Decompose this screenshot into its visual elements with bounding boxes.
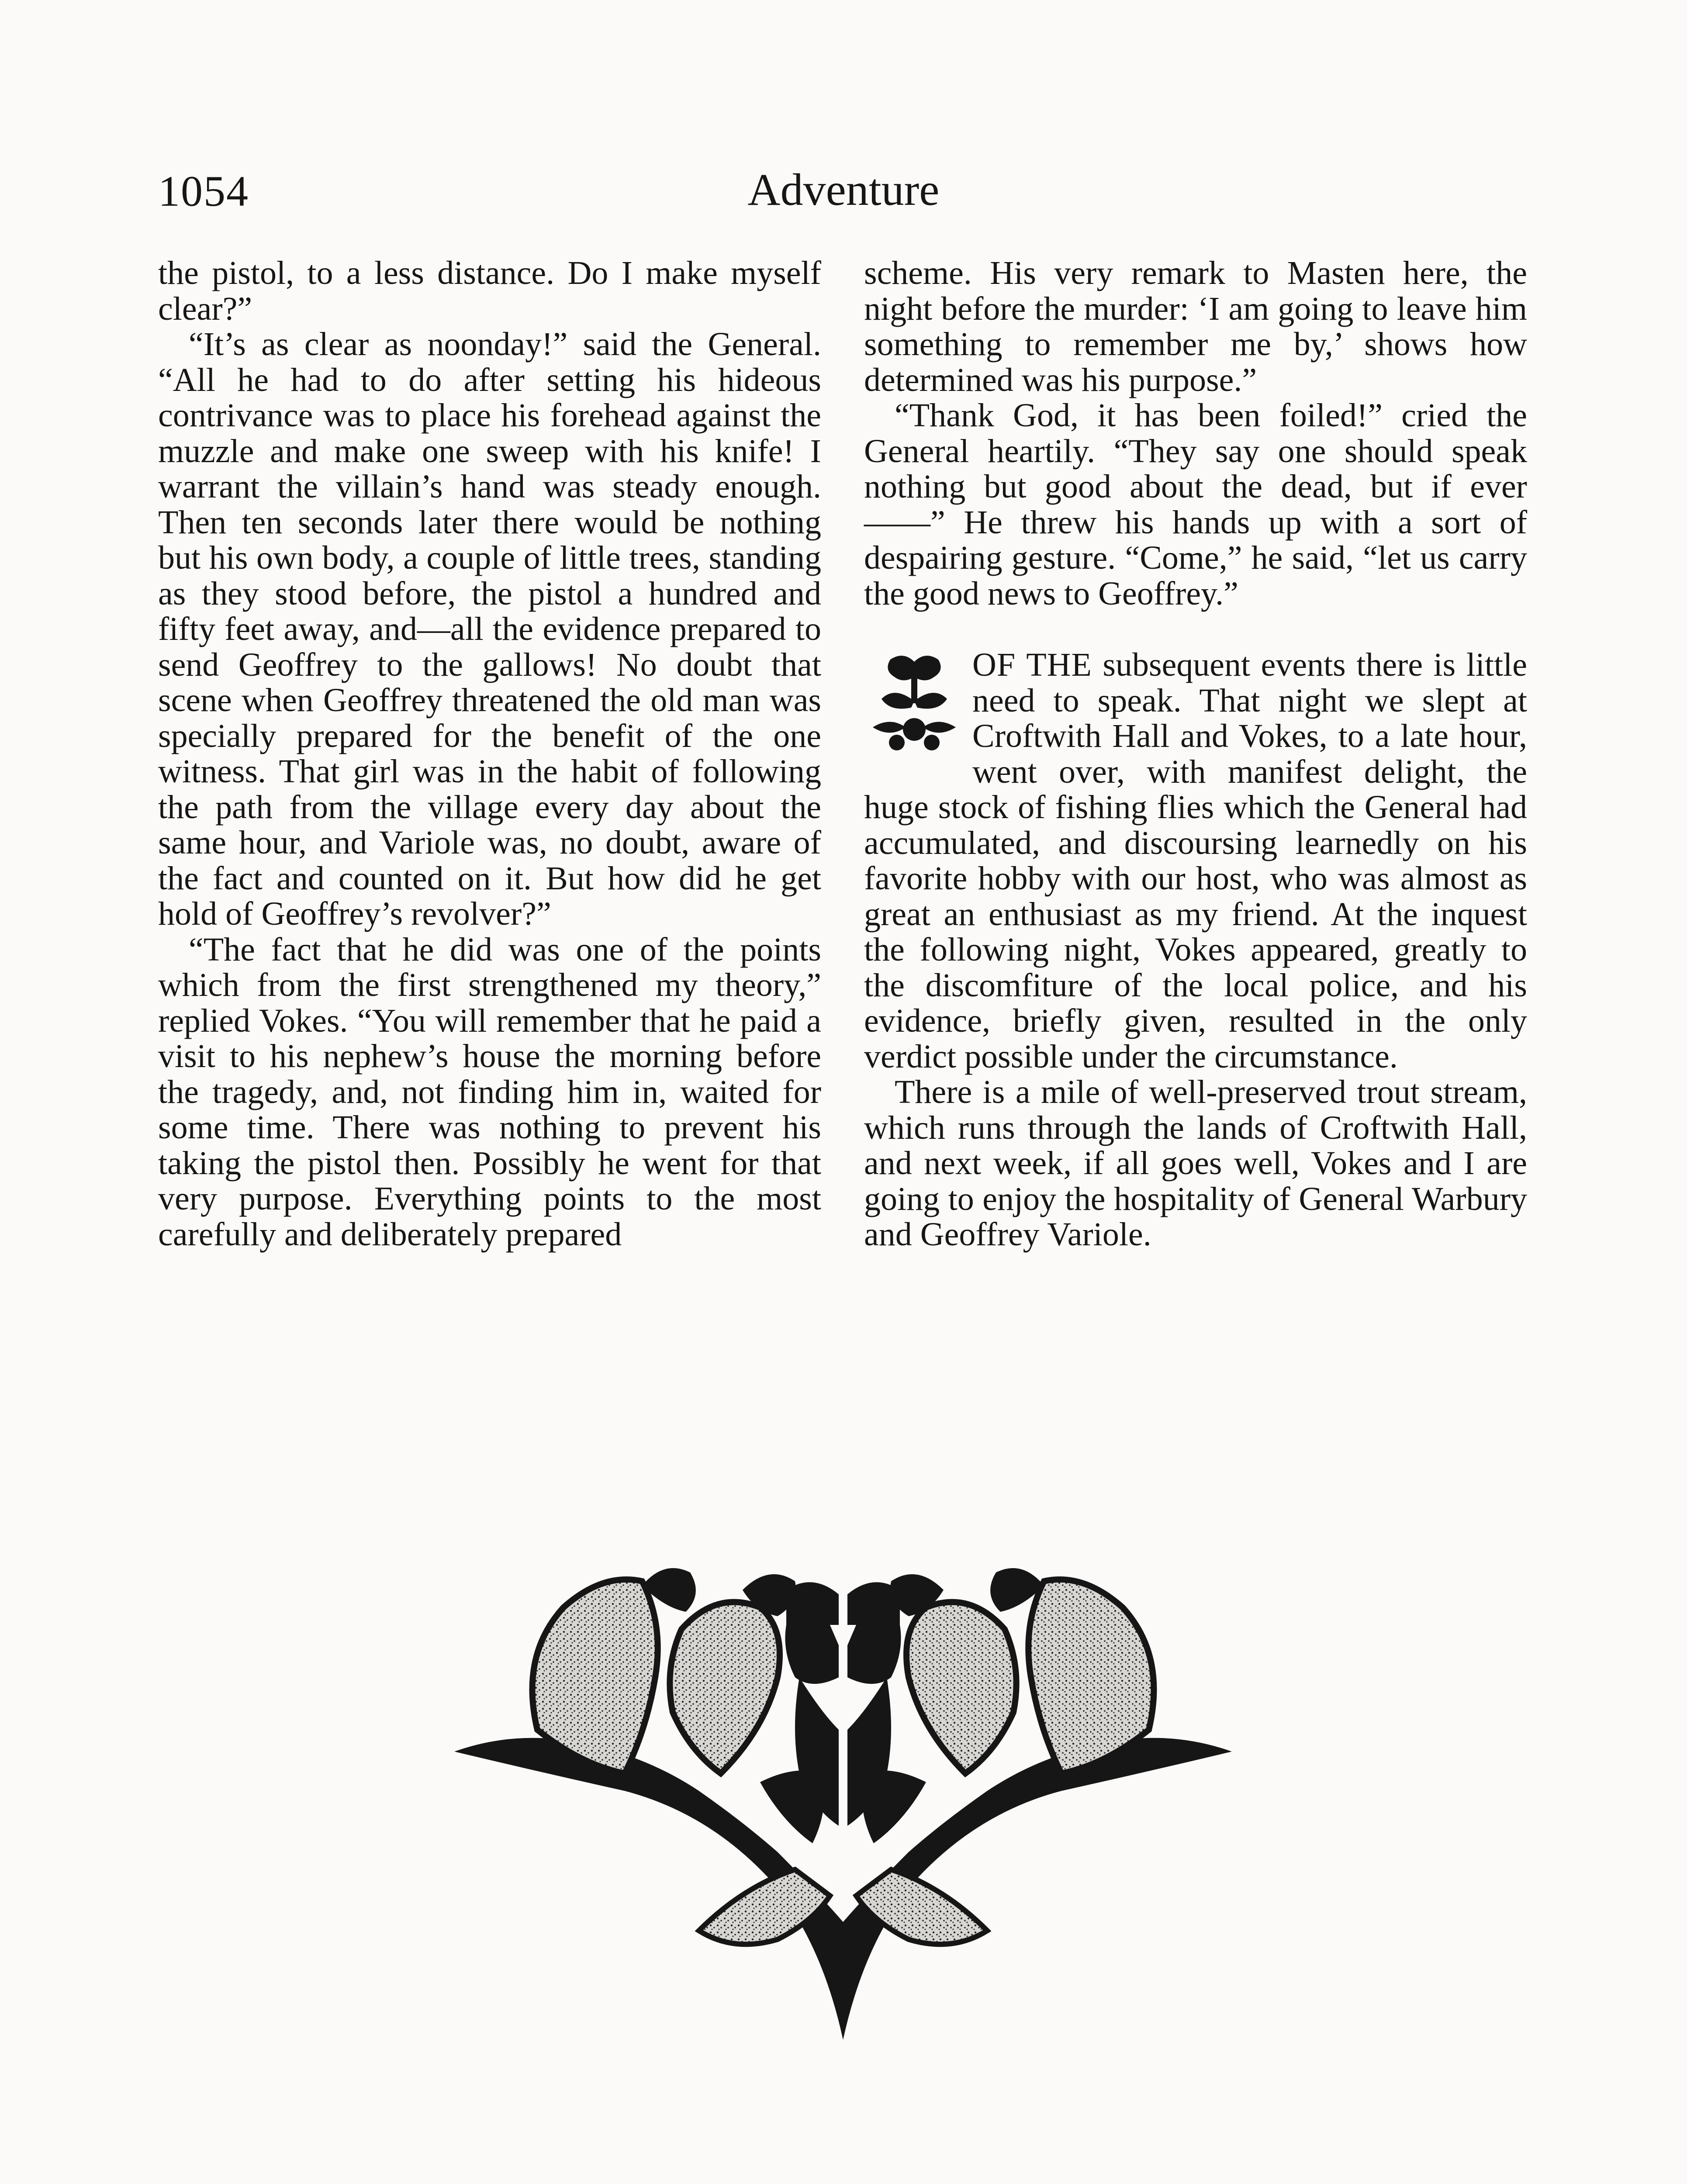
- paragraph: “It’s as clear as noonday!” said the General. “All he had to do after setting his hideous contrivance was to place his forehead against the muzzle and make one sweep with his knife! I warrant the villain’s hand was steady enough. Then ten seconds later there would be nothing but his own body, a couple of little trees, standing as they stood before, the pistol a hundred and fifty feet away, and—all the evidence prepared to send Geoffrey to the gallows! No doubt that scene when Geoffrey threatened the old man was specially prepared for the benefit of the one witness. That girl was in the habit of following the path from the village every day about the same hour, and Variole was, no doubt, aware of the fact and counted on it. But how did he get hold of Geoffrey’s revolver?”: [158, 326, 821, 932]
- left-column: [158, 256, 821, 1252]
- paragraph: scheme. His very remark to Masten here, the night before the murder: ‘I am going to leave him something to remember me by,’ shows how determined was his purpose.”: [864, 255, 1527, 398]
- right-column: [864, 256, 1527, 1253]
- paragraph: “Thank God, it has been foiled!” cried the General heartily. “They say one should speak nothing but good about the dead, but if ever ——” He threw his hands up with a sort of despairing gesture. “Come,” he said, “let us carry the good news to Geoffrey.”: [864, 397, 1527, 612]
- section-block: [864, 647, 1527, 1253]
- floral-tailpiece-icon: [437, 1546, 1249, 2044]
- page-number: 1054: [158, 167, 249, 215]
- paragraph: There is a mile of well-preserved trout stream, which runs through the lands of Croftwith Hall, and next week, if all goes well, Vokes and I are going to enjoy the hospitality of General Warbury and Geoffrey Variole.: [864, 1074, 1527, 1253]
- floral-dingbat-icon: [864, 651, 964, 756]
- section-lead: OF THE: [972, 646, 1092, 683]
- paragraph: “The fact that he did was one of the points which from the first strengthened my theory,” replied Vokes. “You will remember that he paid a visit to his nephew’s house the morning before the tragedy, and, not finding him in, waited for some time. There was nothing to prevent his taking the pistol then. Possibly he went for that very purpose. Everything points to the most carefully and deliberately prepared: [158, 931, 821, 1253]
- paragraph: the pistol, to a less distance. Do I make myself clear?”: [158, 255, 821, 327]
- section-paragraph-text: subsequent events there is little need to speak. That night we slept at Croftwith Hall and Vokes, to a late hour, went over, with manifest delight, the huge stock of fishing flies which the General had accumulated, and discoursing learnedly on his favorite hobby with our host, who was almost as great an enthusiast as my friend. At the inquest the following night, Vokes appeared, greatly to the discomfiture of the local police, and his evidence, briefly given, resulted in the only verdict possible under the circumstance.: [864, 646, 1527, 1075]
- running-title: Adventure: [747, 165, 940, 215]
